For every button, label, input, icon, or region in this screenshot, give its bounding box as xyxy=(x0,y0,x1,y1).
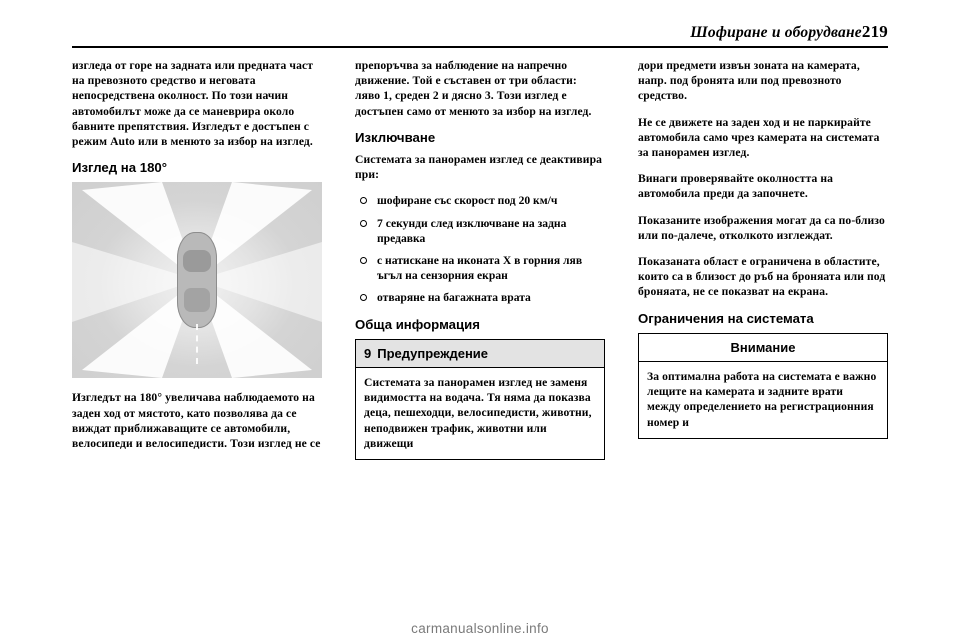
heading-system-limits: Ограничения на системата xyxy=(638,310,814,326)
header-divider xyxy=(72,46,888,48)
page-title: Шофиране и оборудване xyxy=(690,24,862,41)
bullet-circle-icon xyxy=(360,294,367,301)
footer-watermark: carmanualsonline.info xyxy=(411,621,549,636)
column-one xyxy=(72,58,322,462)
list-item-text: шофиране със скорост под 20 км/ч xyxy=(377,194,558,208)
list-item-text: с натискане на иконата Х в горния ляв ъгъл на сензорния екран xyxy=(377,254,583,283)
page-number: 219 xyxy=(861,22,888,41)
header-title-group xyxy=(690,22,888,42)
caution-box-body xyxy=(639,362,887,438)
caution-box-header xyxy=(639,334,887,362)
list-item xyxy=(355,290,605,305)
page-columns xyxy=(72,58,888,606)
deactivation-conditions-list xyxy=(355,193,605,305)
warning-box-body xyxy=(356,368,604,459)
page-header xyxy=(72,22,888,48)
vehicle-icon xyxy=(177,232,217,328)
col3-paragraph-1: дори предмети извън зоната на камерата, напр. под бронята или под превозното средство. xyxy=(638,59,860,103)
col1-paragraph-1: изгледа от горе на задната или предната част на превозното средство и неговата непосредствена околност. По този начин автомобилът може да се маневрира около бавните препятствия. Изгледът е достъпен с режим Auto или в менюто за избор на изглед. xyxy=(72,59,314,149)
warning-box xyxy=(355,339,605,460)
heading-180-view: Изглед на 180° xyxy=(72,160,168,176)
col3-paragraph-2: Не се движете на заден ход и не паркирайте автомобила само чрез камерата на системата за панорамен изглед. xyxy=(638,115,880,160)
caution-box xyxy=(638,333,888,439)
warning-box-text: Системата за панорамен изглед не заменя видимостта на водача. Тя няма да показва деца, пешеходци, велосипедисти, животни, неподвижен трафик, животни или движещи xyxy=(364,376,592,450)
figure-background xyxy=(72,182,322,378)
figure-180-view xyxy=(72,182,322,378)
warning-box-header xyxy=(356,340,604,368)
col2-paragraph-2: Системата за панорамен изглед се деактивира при: xyxy=(355,153,603,182)
list-item-text: 7 секунди след изключване на задна предавка xyxy=(377,216,567,245)
list-item xyxy=(355,253,605,283)
heading-general-info: Обща информация xyxy=(355,316,480,332)
caution-box-text: За оптимална работа на системата е важно лещите на камерата и задните врати между определението на регистрационния номер и xyxy=(647,370,877,429)
col1-paragraph-2: Изгледът на 180° увеличава наблюдаемото на заден ход от мястото, като позволява да се виждат приближаващите се автомобили, велосипеди и велосипедисти. Този изглед не се xyxy=(72,391,321,451)
list-item xyxy=(355,193,605,208)
guideline-dashes xyxy=(196,324,198,364)
col3-paragraph-5: Показаната област е ограничена в областите, които са в близост до ръб на броняата или под броняата, не се показват на екрана. xyxy=(638,255,886,299)
warning-triangle-icon: 9 xyxy=(364,345,372,361)
bullet-circle-icon xyxy=(360,197,367,204)
warning-box-title: Предупреждение xyxy=(377,345,489,361)
caution-box-title: Внимание xyxy=(730,339,796,355)
col3-paragraph-3: Винаги проверявайте околността на автомобила преди да започнете. xyxy=(638,172,834,201)
bullet-circle-icon xyxy=(360,220,367,227)
column-two xyxy=(355,58,605,470)
bullet-circle-icon xyxy=(360,257,367,264)
heading-deactivation: Изключване xyxy=(355,129,436,145)
col3-paragraph-4: Показаните изображения могат да са по-близо или по-далече, отколкото изглеждат. xyxy=(638,213,885,242)
list-item xyxy=(355,216,605,246)
column-three xyxy=(638,58,888,449)
col2-paragraph-1: препоръчва за наблюдение на напречно движение. Той е съставен от три области: ляво 1, среден 2 и дясно 3. Този изглед е достъпен само от менюто за избор на изглед. xyxy=(355,59,592,118)
list-item-text: отваряне на багажната врата xyxy=(377,291,531,305)
